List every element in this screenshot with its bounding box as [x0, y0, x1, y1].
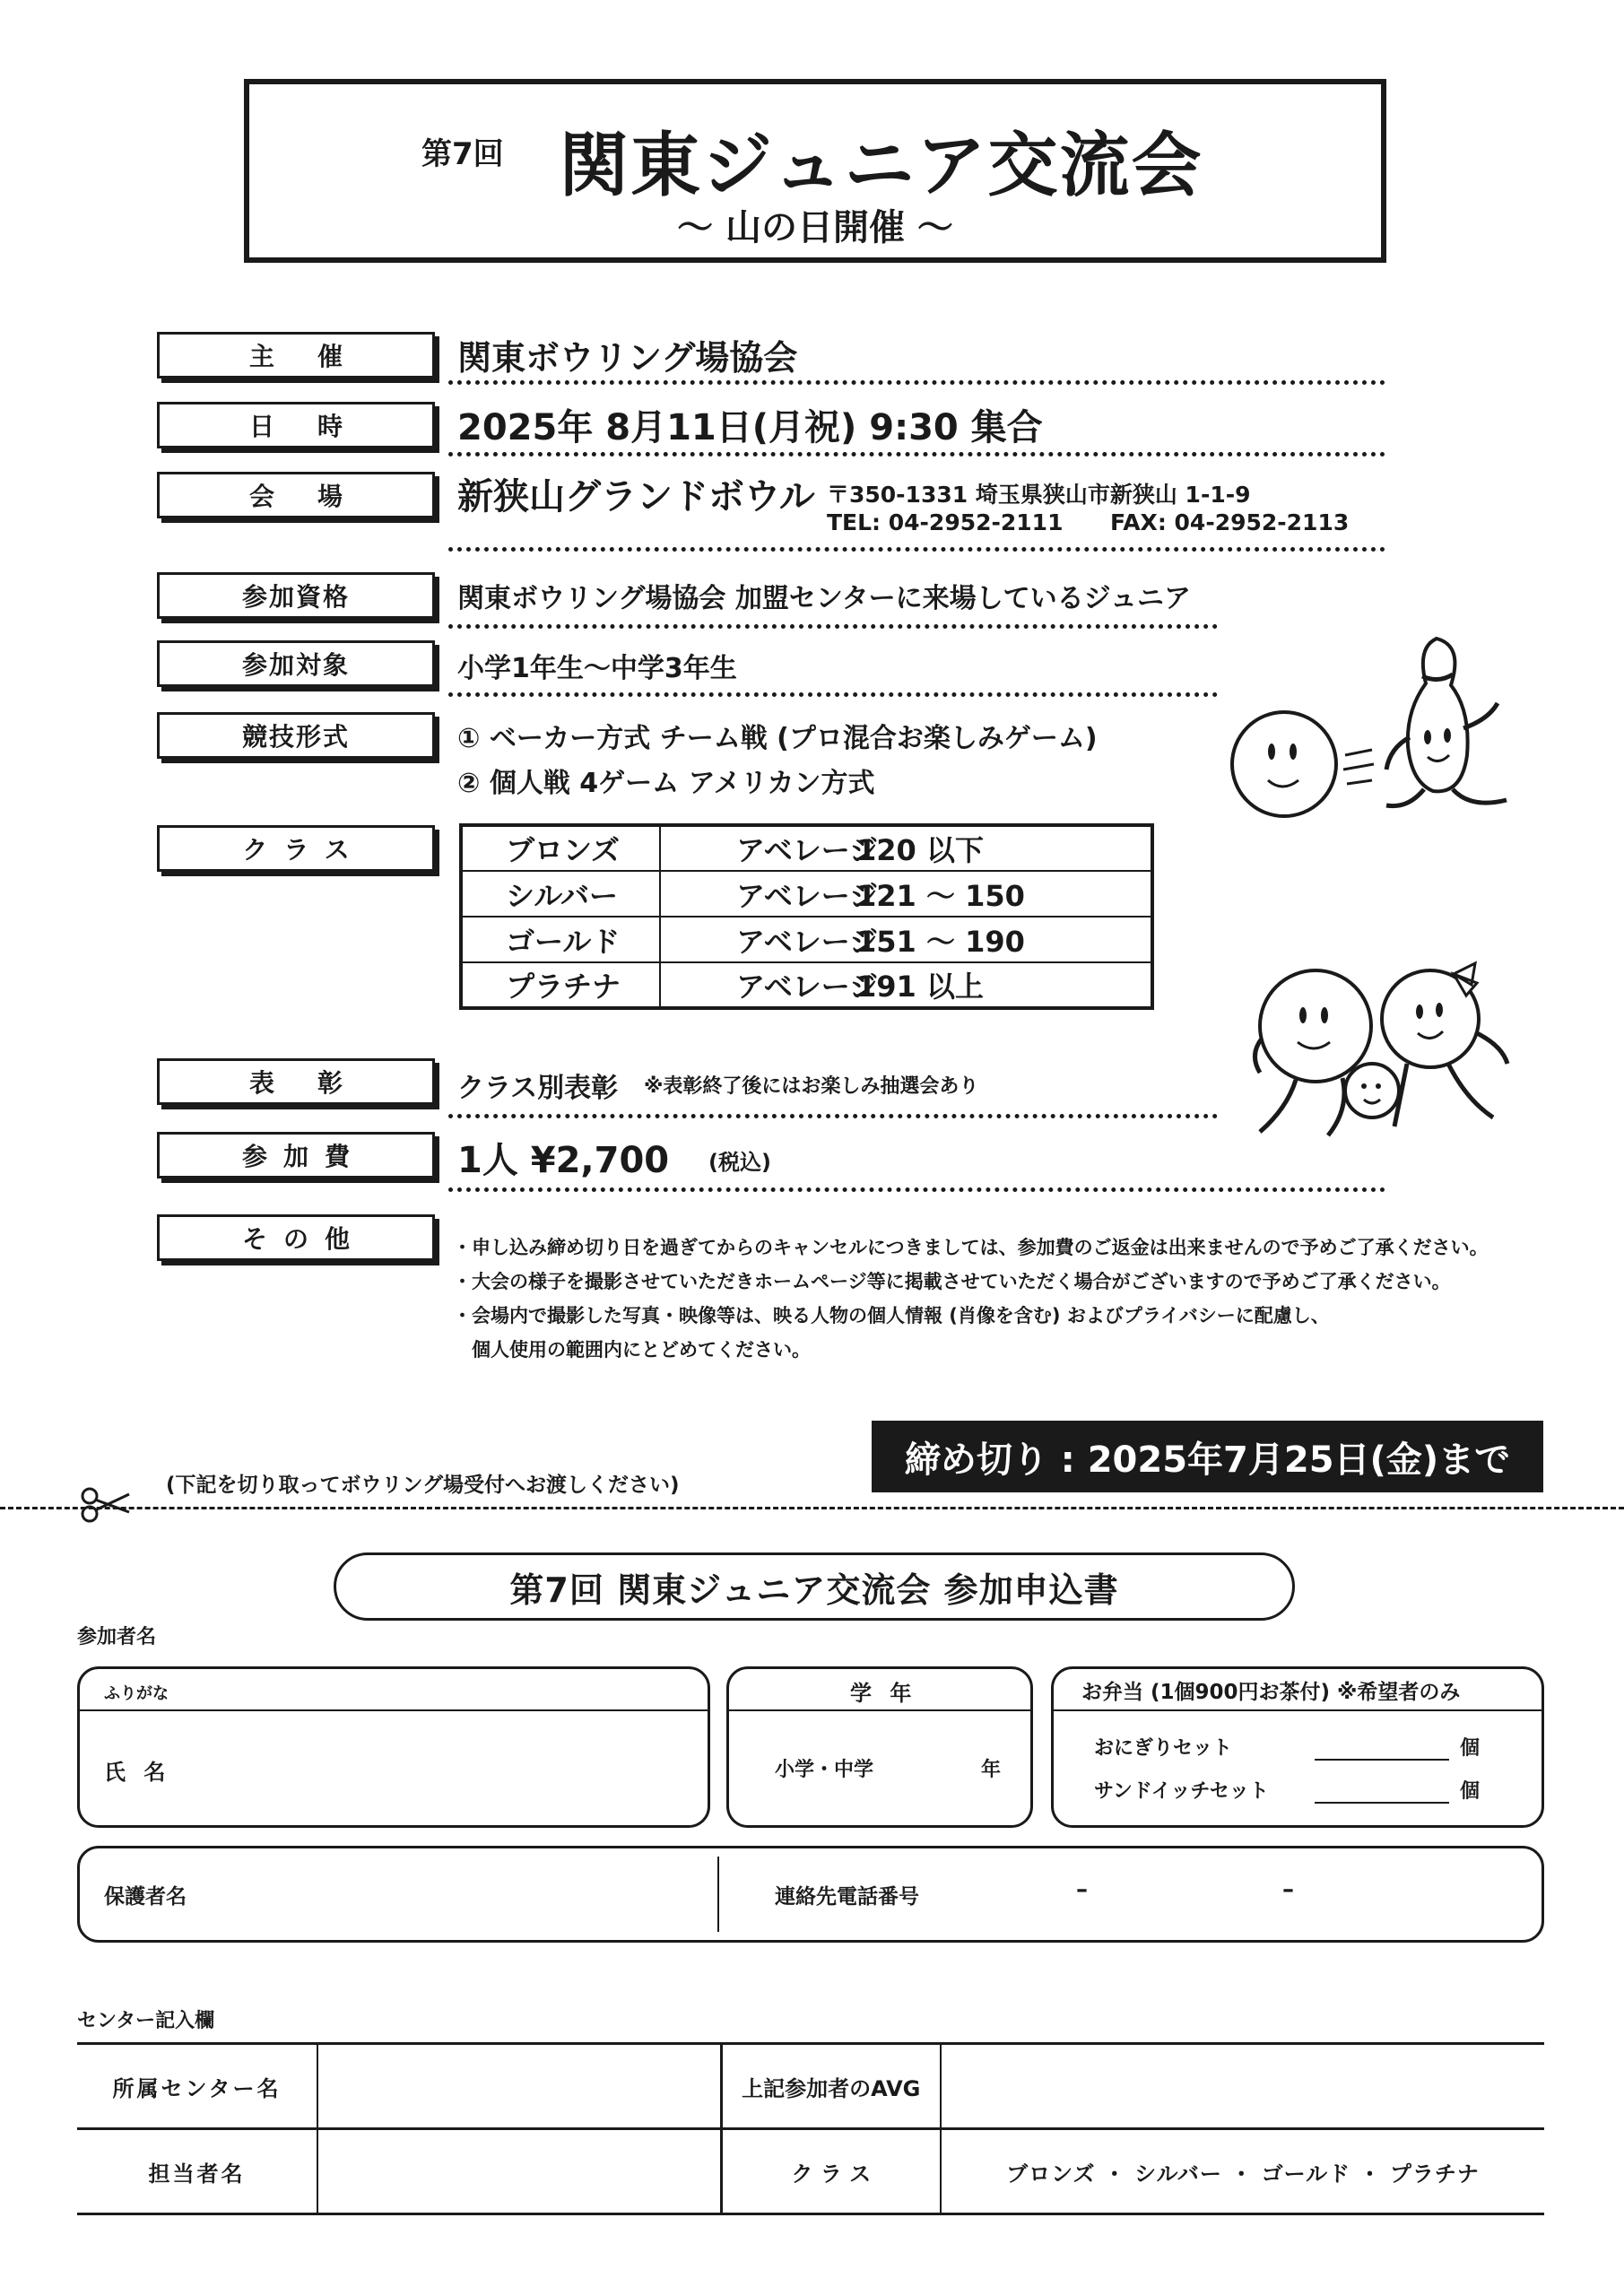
- center-table: [77, 2042, 1544, 2215]
- divider: [1053, 1709, 1542, 1711]
- class-name: ブロンズ: [461, 825, 660, 871]
- cut-instruction: (下記を切り取ってボウリング場受付へお渡しください): [166, 1474, 680, 1497]
- furigana-input[interactable]: [269, 1686, 690, 1706]
- center-name-label: 所属センター名: [77, 2044, 317, 2129]
- bento-item: [1094, 1776, 1480, 1804]
- table-row: [461, 962, 1152, 1008]
- note-line: ・大会の様子を撮影させていただきホームページ等に掲載させていただく場合がございますので予めご了承ください。: [453, 1271, 1451, 1292]
- guardian-input[interactable]: [269, 1860, 699, 1928]
- class-label: ク ラ ス: [721, 2129, 941, 2214]
- phone-label: 連絡先電話番号: [775, 1885, 919, 1909]
- fee-tax: (税込): [708, 1150, 771, 1175]
- title-number: 第7回: [421, 136, 504, 172]
- venue-fax: FAX: 04-2952-2113: [1110, 509, 1350, 535]
- bento-item: [1094, 1733, 1480, 1761]
- phone-dash: –: [1282, 1876, 1294, 1903]
- venue-name: 新狭山グランドボウル: [457, 476, 815, 517]
- table-row: [77, 2129, 1544, 2214]
- label-qualification: 参加資格: [157, 572, 435, 619]
- table-row: [461, 917, 1152, 962]
- center-name-input[interactable]: [317, 2044, 721, 2129]
- table-row: [77, 2044, 1544, 2129]
- staff-label: 担当者名: [77, 2129, 317, 2214]
- page-subtitle: ～ 山の日開催 ～: [677, 207, 953, 248]
- class-name: プラチナ: [461, 962, 660, 1008]
- guardian-label: 保護者名: [104, 1885, 187, 1909]
- participant-heading: 参加者名: [77, 1626, 157, 1648]
- bento-item-label: おにぎりセット: [1094, 1737, 1233, 1760]
- divider: [79, 1709, 708, 1711]
- format-line-2: ② 個人戦 4ゲーム アメリカン方式: [457, 768, 875, 799]
- label-datetime: 日時: [157, 402, 435, 448]
- name-input[interactable]: [269, 1731, 690, 1803]
- divider: [448, 1187, 1385, 1192]
- note-line: ・申し込み締め切り日を過ぎてからのキャンセルにつきましては、参加費のご返金は出来ませんので予めご了承ください。: [453, 1237, 1489, 1258]
- divider: [448, 547, 1385, 552]
- title-box: [244, 79, 1386, 263]
- form-title: 第7回 関東ジュニア交流会 参加申込書: [334, 1552, 1295, 1621]
- avg-label: アベレージ: [736, 970, 879, 1004]
- avg-label: アベレージ: [736, 878, 879, 913]
- divider: [448, 624, 1218, 629]
- fee-value: 1人 ¥2,700: [457, 1140, 670, 1181]
- phone-dash: –: [1076, 1876, 1088, 1903]
- avg-range: 191 以上: [856, 970, 984, 1004]
- grade-unit: 年: [981, 1759, 1002, 1781]
- cut-line: [0, 1507, 1624, 1509]
- label-class: クラス: [157, 825, 435, 872]
- divider: [448, 380, 1385, 385]
- avg-range: 151 ～ 190: [856, 924, 1025, 959]
- avg-label: アベレージ: [736, 833, 879, 867]
- avg-input[interactable]: [941, 2044, 1544, 2129]
- name-label: 氏 名: [104, 1760, 171, 1785]
- table-row: [461, 871, 1152, 917]
- center-heading: センター記入欄: [77, 2010, 215, 2032]
- class-name: シルバー: [461, 871, 660, 917]
- avg-range: 120 以下: [856, 833, 984, 867]
- note-line: ・会場内で撮影した写真・映像等は、映る人物の個人情報 (肖像を含む) およびプライバシーに配慮し、: [453, 1305, 1330, 1326]
- avg-label: アベレージ: [736, 924, 879, 959]
- divider: [448, 452, 1385, 457]
- bento-heading: お弁当 (1個900円お茶付) ※希望者のみ: [1081, 1681, 1461, 1704]
- avg-label: 上記参加者のAVG: [721, 2044, 941, 2129]
- bowling-mascot-illustration: [1229, 621, 1533, 827]
- bowling-family-illustration: [1242, 956, 1529, 1153]
- table-row: [461, 825, 1152, 871]
- staff-input[interactable]: [317, 2129, 721, 2214]
- divider: [717, 1857, 719, 1932]
- label-award: 表彰: [157, 1058, 435, 1105]
- datetime-value: 2025年 8月11日(月祝) 9:30 集合: [457, 407, 1043, 448]
- bento-item-unit: 個: [1460, 1780, 1481, 1803]
- page-title: 関東ジュニア交流会: [559, 126, 1203, 206]
- label-other: その他: [157, 1214, 435, 1261]
- note-line: 個人使用の範囲内にとどめてください。: [453, 1339, 811, 1361]
- grade-heading: 学 年: [850, 1681, 917, 1706]
- award-value: クラス別表彰: [457, 1073, 619, 1104]
- label-fee: 参加費: [157, 1132, 435, 1178]
- divider: [448, 692, 1218, 697]
- deadline-banner: 締め切り : 2025年7月25日(金)まで: [872, 1421, 1543, 1492]
- qualification-value: 関東ボウリング場協会 加盟センターに来場しているジュニア: [457, 583, 1192, 614]
- avg-range: 121 ～ 150: [856, 878, 1025, 913]
- organizer-value: 関東ボウリング場協会: [457, 338, 798, 378]
- class-options[interactable]: ブロンズ ・ シルバー ・ ゴールド ・ プラチナ: [941, 2129, 1544, 2214]
- bento-quantity-input[interactable]: [1315, 1759, 1449, 1761]
- bento-item-unit: 個: [1460, 1737, 1481, 1760]
- label-target: 参加対象: [157, 640, 435, 687]
- venue-tel: TEL: 04-2952-2111: [827, 509, 1064, 535]
- class-name: ゴールド: [461, 917, 660, 962]
- divider: [448, 1114, 1218, 1118]
- label-venue: 会場: [157, 472, 435, 518]
- award-note: ※表彰終了後にはお楽しみ抽選会あり: [644, 1075, 979, 1098]
- phone-input[interactable]: [986, 1860, 1524, 1928]
- bento-item-label: サンドイッチセット: [1094, 1780, 1269, 1803]
- venue-address: 〒350-1331 埼玉県狭山市新狭山 1-1-9: [827, 482, 1251, 508]
- bento-quantity-input[interactable]: [1315, 1802, 1449, 1804]
- other-notes: [453, 1231, 1489, 1367]
- furigana-label: ふりがな: [104, 1684, 169, 1703]
- grade-value[interactable]: 小学・中学: [775, 1759, 874, 1781]
- label-format: 競技形式: [157, 712, 435, 759]
- divider: [728, 1709, 1031, 1711]
- target-value: 小学1年生～中学3年生: [457, 653, 737, 684]
- class-table: [459, 823, 1154, 1010]
- label-organizer: 主催: [157, 332, 435, 378]
- scissors-icon: [79, 1482, 133, 1526]
- format-line-1: ① ベーカー方式 チーム戦 (プロ混合お楽しみゲーム): [457, 723, 1098, 754]
